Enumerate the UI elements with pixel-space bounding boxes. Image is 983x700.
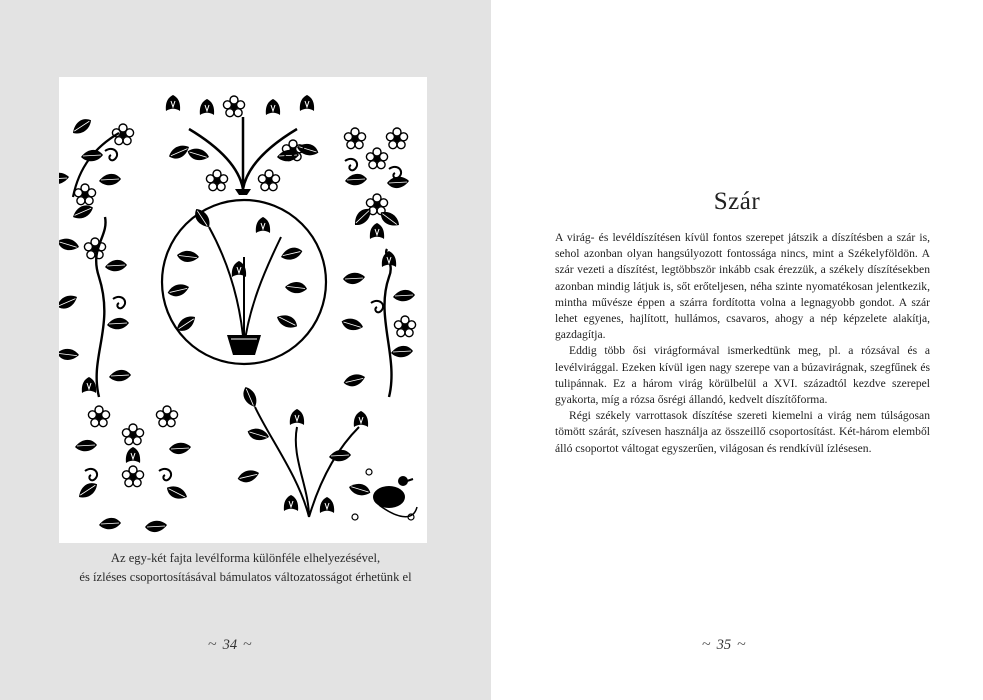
body-text <box>555 230 930 457</box>
bottom-right-motif <box>237 385 417 520</box>
right-page-number <box>702 636 746 654</box>
bottom-left-motif <box>75 406 191 532</box>
caption-line-1: Az egy-két fajta levélforma különféle elhelyezésével, <box>110 551 381 565</box>
paragraph-1: A virág- és levéldíszítésen kívül fontos szerepet játszik a díszítésben a szár is, sehol azonban olyan hangsúlyozott fontossága nincs, mint a Székelyföldön. A szár vezeti a díszítést, legtöbbször inkább csak érezzük, a székely díszítésekben azonban mindig látjuk is, sőt erőteljesen, néha szinte nyomatékosan jelentkezik, mintha művésze éppen a szárra fordította volna a legnagyobb gondot. A szár lehet egyenes, hajlított, hullámos, csavaros, ahogy a nép képzelete alakítja, gazdagítja. <box>555 231 930 342</box>
central-medallion <box>162 200 326 364</box>
ornament-illustration-plate <box>59 77 427 543</box>
folio-ornament-right: ~ <box>243 636 252 653</box>
top-right-motif <box>341 128 413 241</box>
left-page-number <box>208 636 252 654</box>
top-left-motif <box>59 116 134 221</box>
folk-ornament-drawings <box>59 77 427 543</box>
folio-ornament-left: ~ <box>208 636 217 653</box>
page-number-34: 34 <box>222 636 238 653</box>
section-heading: Szár <box>713 188 761 215</box>
page-number-35: 35 <box>716 636 732 653</box>
paragraph-2: Eddig több ősi virágformával ismerkedtünk meg, pl. a rózsával és a levélvirággal. Ezeken kívül igen nagy szerepe van a búzavirágnak, szegfűnek és tulipánnak. Ez a három virág körülbelül a XVI. századtól kezdve szerepel gyakorta, míg a rózsa ősrégi állandó, kedvelt díszítőforma. <box>555 344 930 407</box>
top-floral-motif <box>166 95 320 195</box>
right-vertical-motif <box>340 249 416 397</box>
folio-ornament-right: ~ <box>737 636 746 653</box>
folio-ornament-left: ~ <box>702 636 711 653</box>
paragraph-3: Régi székely varrottasok díszítése szereti kiemelni a virág nem túlságosan tömött szárát, szívesen használja az összeillő csoportosítást. Két-három elemből álló csoportot váltogat egyszerűen, világosan és rendkívül ízlésesen. <box>555 409 930 455</box>
left-vertical-motif <box>59 217 131 397</box>
illustration-caption <box>40 549 451 587</box>
caption-line-2: és ízléses csoportosításával bámulatos változatosságot érhetünk el <box>79 570 412 584</box>
